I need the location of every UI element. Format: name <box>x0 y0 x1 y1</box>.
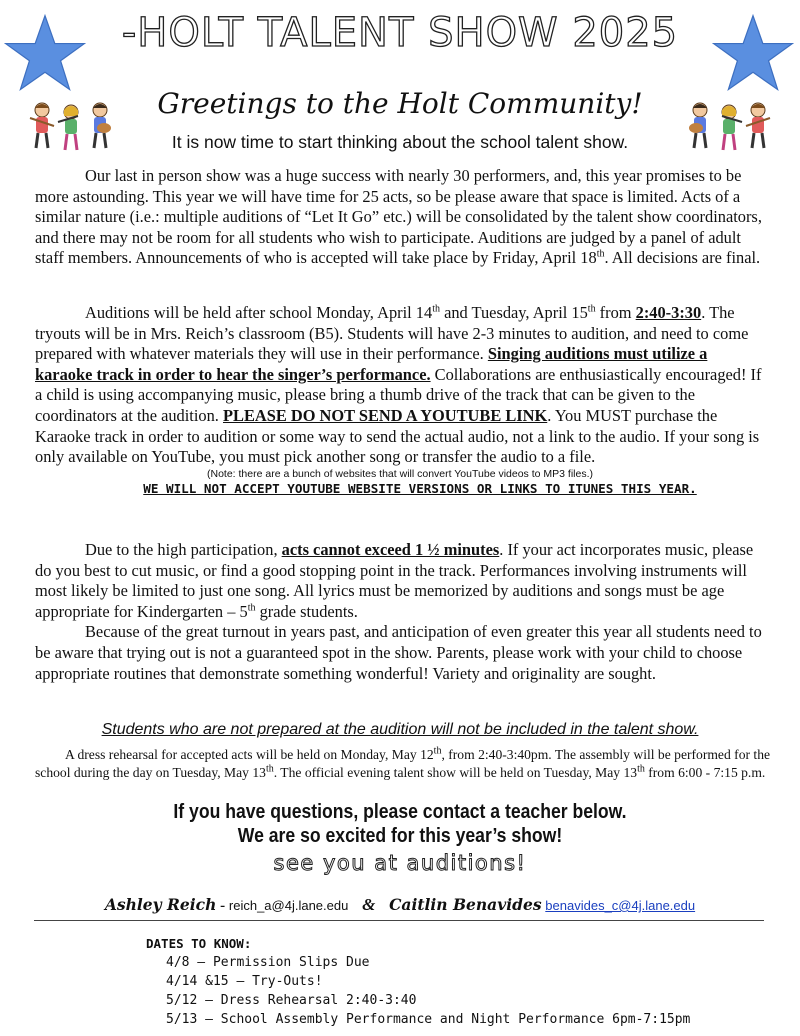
paragraph-auditions: Auditions will be held after school Monday, April 14th and Tuesday, April 15th from 2:40-3:30. The tryouts will be in Mrs. Reich’s classroom (B5). Students will have 2-3 minutes to audition, and need to come prepared with whatever materials they will use in their performance. Singing auditions must utilize a karaoke track in order to hear the singer’s performance. Collaborations are enthusiastically encouraged! If a child is using accompanying music, please bring a thumb drive of the track that can be given to the coordinators at the audition. PLEASE DO NOT SEND A YOUTUBE LINK. You MUST purchase the Karaoke track in order to audition or some way to send the actual audio, not a link to the audio. If your song is only available on YouTube, you must pick another song or transfer the audio to a file. (Note: there are a bunch of websites that will convert YouTube videos to MP3 files.) WE WILL NOT ACCEPT YOUTUBE WEBSITE VERSIONS OR LINKS TO ITUNES THIS YEAR. <box>35 303 765 497</box>
paragraph-turnout: Because of the great turnout in years past, and anticipation of even greater this year all students need to be aware that trying out is not a guaranteed spot in the show. Parents, please work with your child to choose appropriate routines that demonstrate something wonderful! Variety and originality are sought. <box>35 622 762 683</box>
list-item: 5/13 – School Assembly Performance and Night Performance 6pm-7:15pm <box>166 1012 691 1027</box>
see-you-banner: see you at auditions! <box>273 851 527 875</box>
contact-email: reich_a@4j.lane.edu <box>228 898 349 913</box>
no-link-warning: PLEASE DO NOT SEND A YOUTUBE LINK <box>223 405 548 425</box>
dates-heading: DATES TO KNOW: <box>146 936 252 951</box>
divider <box>34 920 764 921</box>
contact-line: Ashley Reich - reich_a@4j.lane.edu & Caitlin Benavides benavides_c@4j.lane.edu <box>104 895 696 914</box>
list-item: 5/12 – Dress Rehearsal 2:40-3:40 <box>166 993 417 1008</box>
singing-requirement: Singing auditions must utilize a karaoke track in order to hear the singer’s performance. <box>35 344 708 384</box>
list-item: 4/8 – Permission Slips Due <box>166 955 370 970</box>
time-limit: acts cannot exceed 1 ½ minutes <box>281 540 500 559</box>
converter-note: (Note: there are a bunch of websites that will convert YouTube videos to MP3 files.) <box>207 467 593 480</box>
preparation-warning: Students who are not prepared at the audition will not be included in the talent show. <box>101 721 699 738</box>
contact-name: Caitlin Benavides <box>389 895 542 914</box>
paragraph-intro: Our last in person show was a huge success with nearly 30 performers, and, this year promises to be more astounding. This year we will have time for 25 acts, so be please aware that space is limited. Acts of a similar nature (i.e.: multiple auditions of “Let It Go” etc.) will be consolidated by the talent show coordinators, and there may not be room for all students who wish to participate. Auditions are judged by a panel of adult staff members. Announcements of who is accepted will take place by Friday, April 18th. All decisions are final. <box>35 166 762 268</box>
greeting-heading: Greetings to the Holt Community! <box>157 87 643 120</box>
contact-name: Ashley Reich <box>104 895 217 914</box>
dates-to-know <box>146 934 690 1029</box>
rehearsal-info: A dress rehearsal for accepted acts will be held on Monday, May 12th, from 2:40-3:40pm. The assembly will be performed for the school during the day on Tuesday, May 13th. The official evening talent show will be held on Tuesday, May 13th from 6:00 - 7:15 p.m. <box>35 745 771 780</box>
list-item: 4/14 &15 – Try-Outs! <box>166 974 323 989</box>
no-youtube-notice: WE WILL NOT ACCEPT YOUTUBE WEBSITE VERSIONS OR LINKS TO ITUNES THIS YEAR. <box>143 480 697 496</box>
subgreeting: It is now time to start thinking about the school talent show. <box>171 132 629 152</box>
closing-message: If you have questions, please contact a teacher below. We are so excited for this year’s show! <box>173 801 627 847</box>
audition-time: 2:40-3:30 <box>635 303 702 322</box>
contact-email-link[interactable]: benavides_c@4j.lane.edu <box>545 898 696 913</box>
paragraph-rules: Due to the high participation, acts cannot exceed 1 ½ minutes. If your act incorporates music, please do you best to cut music, or find a good stopping point in the track. Performances involving instruments will most likely be limited to just one song. All lyrics must be memorized by auditions and songs must be age appropriate for Kindergarten – 5th grade students. Because of the great turnout in years past, and anticipation of even greater this year all students need to be aware that trying out is not a guaranteed spot in the show. Parents, please work with your child to choose appropriate routines that demonstrate something wonderful! Variety and originality are sought. <box>35 540 765 684</box>
page-title: -HOLT TALENT SHOW 2025 <box>121 10 679 56</box>
